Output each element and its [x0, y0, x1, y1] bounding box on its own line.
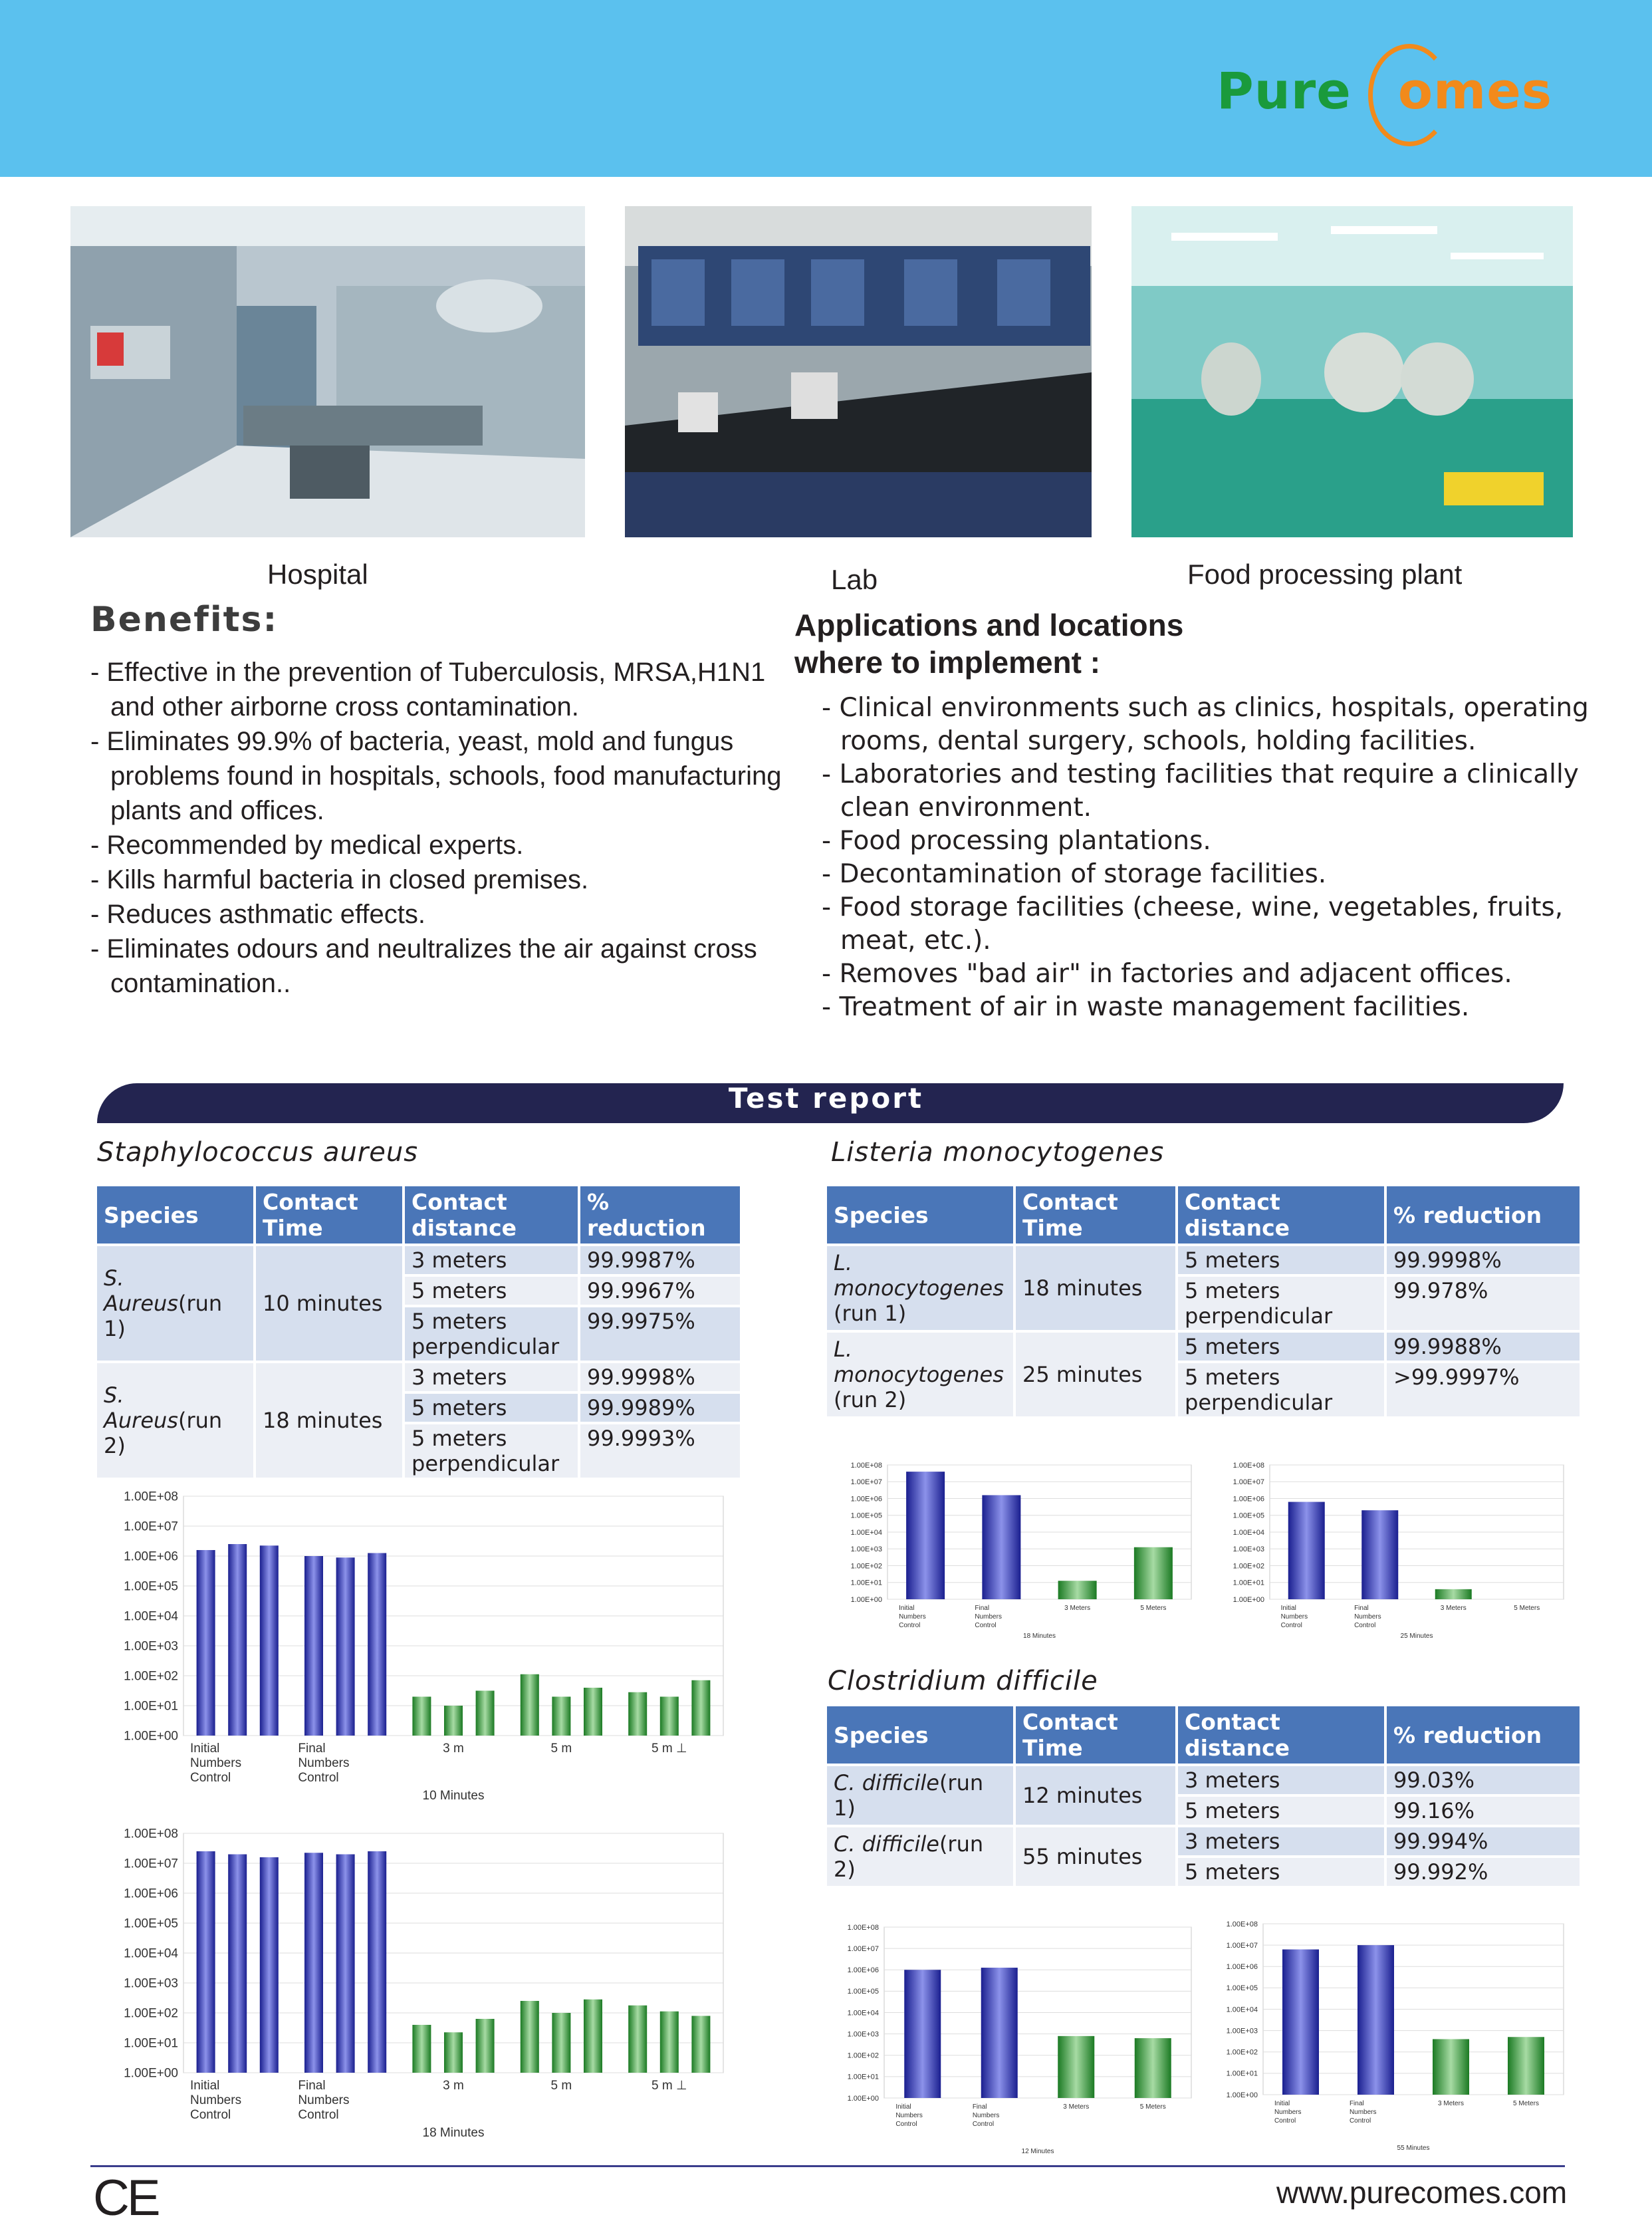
- chart-bar: [1135, 2038, 1171, 2098]
- application-item: - Clinical environments such as clinics, hospitals, operating rooms, dental surgery, schools, holding facilities.: [822, 693, 1589, 756]
- x-tick-label: Final: [972, 2103, 987, 2111]
- x-tick-label: 5 Meters: [1139, 2103, 1166, 2111]
- chart-bar: [476, 1691, 495, 1736]
- chart-bar: [412, 2025, 431, 2073]
- x-tick-label: Control: [1274, 2117, 1296, 2125]
- x-tick-label: 5 m: [550, 1742, 572, 1756]
- reduction-cell: 99.9967%: [580, 1277, 740, 1305]
- x-tick-label: Control: [972, 2121, 995, 2128]
- x-tick-label: 5 Meters: [1513, 2100, 1539, 2107]
- cdiff-chart-12-minutes: [824, 1922, 1197, 2161]
- distance-cell: 3 meters: [1178, 1827, 1384, 1855]
- x-tick-label: Numbers: [895, 2112, 923, 2119]
- contact-time-cell: 12 minutes: [1016, 1766, 1175, 1825]
- x-tick-label: Final: [298, 2079, 326, 2093]
- chart-bar: [260, 1857, 279, 2073]
- chart-bar: [982, 1495, 1020, 1599]
- chart-bar: [197, 1550, 215, 1736]
- reduction-cell: 99.9998%: [580, 1363, 740, 1391]
- chart-bar: [904, 1970, 941, 2098]
- y-tick-label: 1.00E+06: [124, 1549, 178, 1564]
- listeria-table: [824, 1184, 1582, 1419]
- chart-bar: [444, 2032, 463, 2073]
- col-species: Species: [827, 1706, 1013, 1764]
- y-tick-label: 1.00E+08: [1233, 1461, 1264, 1470]
- col-reduction: % reduction: [1387, 1706, 1580, 1764]
- x-tick-label: Control: [975, 1622, 997, 1629]
- x-tick-label: Final: [975, 1605, 990, 1612]
- y-tick-label: 1.00E+07: [1226, 1941, 1258, 1950]
- distance-cell: 5 meters perpendicular: [405, 1424, 578, 1478]
- chart-bar: [584, 1688, 602, 1736]
- reduction-cell: >99.9997%: [1387, 1363, 1580, 1416]
- y-tick-label: 1.00E+05: [850, 1511, 882, 1520]
- x-tick-label: Initial: [899, 1605, 915, 1612]
- chart-bar: [1282, 1950, 1319, 2095]
- species-run: (run 1): [834, 1301, 907, 1326]
- x-tick-label: Numbers: [972, 2112, 1000, 2119]
- y-tick-label: 1.00E+04: [847, 2009, 879, 2018]
- chart-bar: [1508, 2037, 1544, 2095]
- species-cell: [97, 1363, 253, 1478]
- reduction-cell: 99.03%: [1387, 1766, 1580, 1794]
- listeria-chart-25-minutes: [1210, 1460, 1569, 1646]
- purecomes-logo: [1217, 61, 1552, 120]
- cdiff-table: [824, 1704, 1582, 1889]
- x-tick-label: Numbers: [1354, 1613, 1381, 1621]
- col-reduction: % reduction: [580, 1186, 740, 1244]
- species-cell: [97, 1246, 253, 1361]
- chart-bar: [228, 1855, 247, 2073]
- chart-bar: [304, 1556, 323, 1736]
- table-row: [97, 1363, 740, 1391]
- x-tick-label: Numbers: [1274, 2109, 1302, 2116]
- chart-bar: [691, 2016, 710, 2073]
- x-tick-label: Control: [895, 2121, 917, 2128]
- benefit-item: - Eliminates 99.9% of bacteria, yeast, mold and fungus problems found in hospitals, schools, food manufacturing plants and offices.: [90, 727, 782, 825]
- y-tick-label: 1.00E+08: [124, 1827, 178, 1841]
- y-tick-label: 1.00E+05: [124, 1579, 178, 1594]
- staph-table: [94, 1184, 743, 1480]
- chart-bar: [1433, 2039, 1469, 2095]
- reduction-cell: 99.9993%: [580, 1424, 740, 1478]
- applications-list: [822, 692, 1593, 1024]
- species-cell: [827, 1766, 1013, 1825]
- distance-cell: 5 meters: [405, 1277, 578, 1305]
- table-row: [827, 1333, 1580, 1361]
- contact-time-cell: 18 minutes: [1016, 1246, 1175, 1330]
- y-tick-label: 1.00E+00: [124, 1729, 178, 1744]
- cdiff-title: Clostridium difficile: [828, 1666, 1098, 1696]
- table-row: [827, 1827, 1580, 1855]
- species-name: L. monocytogenes: [834, 1250, 1004, 1301]
- x-tick-label: Control: [1354, 1622, 1376, 1629]
- x-tick-label: Initial: [1274, 2100, 1290, 2107]
- species-name: C. difficile: [834, 1770, 939, 1795]
- chart-bar: [336, 1855, 355, 2073]
- benefits-list: [90, 655, 788, 1001]
- species-name: L. monocytogenes: [834, 1337, 1004, 1387]
- y-tick-label: 1.00E+02: [847, 2051, 879, 2060]
- chart-bar: [628, 1692, 647, 1736]
- y-tick-label: 1.00E+00: [124, 2066, 178, 2081]
- y-tick-label: 1.00E+02: [124, 1669, 178, 1684]
- y-tick-label: 1.00E+02: [124, 2006, 178, 2021]
- y-tick-label: 1.00E+03: [1226, 2027, 1258, 2035]
- reduction-cell: 99.9987%: [580, 1246, 740, 1274]
- chart-bar: [1134, 1547, 1173, 1599]
- y-tick-label: 1.00E+03: [124, 1639, 178, 1654]
- y-tick-label: 1.00E+08: [124, 1490, 178, 1504]
- ce-mark: CE: [93, 2170, 158, 2226]
- contact-time-cell: 25 minutes: [1016, 1333, 1175, 1416]
- distance-cell: 5 meters: [1178, 1333, 1384, 1361]
- y-tick-label: 1.00E+01: [124, 2036, 178, 2051]
- y-tick-label: 1.00E+08: [850, 1461, 882, 1470]
- table-row: [827, 1246, 1580, 1274]
- x-tick-label: Numbers: [298, 2093, 350, 2107]
- chart-bar: [628, 2006, 647, 2073]
- chart-bar: [260, 1545, 279, 1736]
- y-tick-label: 1.00E+05: [1226, 1984, 1258, 1993]
- chart-bar: [691, 1680, 710, 1736]
- y-tick-label: 1.00E+03: [1233, 1545, 1264, 1554]
- chart-bar: [304, 1853, 323, 2073]
- application-item: - Removes "bad air" in factories and adjacent offices.: [822, 959, 1512, 989]
- y-tick-label: 1.00E+06: [124, 1887, 178, 1901]
- reduction-cell: 99.9975%: [580, 1307, 740, 1361]
- y-tick-label: 1.00E+03: [847, 2030, 879, 2039]
- y-tick-label: 1.00E+05: [1233, 1511, 1264, 1520]
- col-contact-time: Contact Time: [256, 1186, 402, 1244]
- col-contact-time: Contact Time: [1016, 1706, 1175, 1764]
- x-tick-label: Control: [1349, 2117, 1371, 2125]
- chart-bar: [584, 2000, 602, 2073]
- y-tick-label: 1.00E+04: [1233, 1528, 1264, 1537]
- reduction-cell: 99.9998%: [1387, 1246, 1580, 1274]
- y-tick-label: 1.00E+02: [1226, 2048, 1258, 2057]
- table-row: [827, 1766, 1580, 1794]
- x-axis-title: 18 Minutes: [1023, 1633, 1056, 1640]
- distance-cell: 3 meters: [1178, 1766, 1384, 1794]
- website-url[interactable]: www.purecomes.com: [1276, 2175, 1568, 2210]
- x-tick-label: 5 m ⊥: [651, 1742, 687, 1756]
- x-axis-title: 12 Minutes: [1021, 2148, 1054, 2155]
- reduction-cell: 99.9989%: [580, 1394, 740, 1422]
- chart-bar: [1058, 2036, 1094, 2098]
- x-tick-label: 3 Meters: [1440, 1605, 1467, 1612]
- y-tick-label: 1.00E+05: [847, 1988, 879, 1996]
- x-tick-label: Final: [1349, 2100, 1364, 2107]
- y-tick-label: 1.00E+02: [850, 1562, 882, 1571]
- reduction-cell: 99.978%: [1387, 1277, 1580, 1330]
- x-tick-label: Numbers: [298, 1756, 350, 1770]
- table-header-row: [827, 1186, 1580, 1244]
- y-tick-label: 1.00E+00: [1226, 2091, 1258, 2099]
- benefit-item: - Recommended by medical experts.: [90, 831, 524, 860]
- y-tick-label: 1.00E+07: [124, 1857, 178, 1871]
- x-tick-label: 5 m: [550, 2079, 572, 2093]
- chart-bar: [1288, 1502, 1325, 1599]
- species-cell: [827, 1333, 1013, 1416]
- table-header-row: [827, 1706, 1580, 1764]
- x-tick-label: 5 m ⊥: [651, 2079, 687, 2093]
- applications-heading-line1: Applications and locations: [794, 608, 1184, 642]
- distance-cell: 5 meters: [405, 1394, 578, 1422]
- y-tick-label: 1.00E+08: [1226, 1920, 1258, 1928]
- x-tick-label: Control: [190, 2108, 231, 2122]
- y-tick-label: 1.00E+07: [847, 1944, 879, 1953]
- species-run: (run 1): [104, 1291, 223, 1341]
- distance-cell: 3 meters: [405, 1363, 578, 1391]
- y-tick-label: 1.00E+01: [847, 2073, 879, 2081]
- chart-bar: [660, 2012, 679, 2073]
- x-axis-title: 25 Minutes: [1400, 1633, 1433, 1640]
- table-row: [97, 1246, 740, 1274]
- species-name: S. Aureus: [104, 1382, 178, 1433]
- logo-text-comes: omes: [1397, 61, 1553, 120]
- col-contact-time: Contact Time: [1016, 1186, 1175, 1244]
- application-item: - Food storage facilities (cheese, wine, vegetables, fruits, meat, etc.).: [822, 892, 1564, 956]
- logo-swoosh-icon: [1368, 44, 1451, 146]
- y-tick-label: 1.00E+03: [850, 1545, 882, 1554]
- y-tick-label: 1.00E+05: [124, 1916, 178, 1931]
- caption-hospital: Hospital: [267, 559, 368, 590]
- cdiff-chart-55-minutes: [1203, 1918, 1569, 2158]
- x-tick-label: Numbers: [899, 1613, 926, 1621]
- chart-bar: [197, 1851, 215, 2073]
- application-item: - Laboratories and testing facilities that require a clinically clean environment.: [822, 759, 1579, 823]
- chart-bar: [906, 1472, 945, 1599]
- x-tick-label: Final: [1354, 1605, 1369, 1612]
- listeria-title: Listeria monocytogenes: [831, 1137, 1165, 1168]
- y-tick-label: 1.00E+06: [1226, 1963, 1258, 1972]
- chart-bar: [521, 1674, 539, 1736]
- species-run: (run 1): [834, 1770, 984, 1821]
- chart-bar: [521, 2001, 539, 2073]
- y-tick-label: 1.00E+00: [1233, 1595, 1264, 1604]
- footer-divider: [90, 2165, 1565, 2167]
- chart-bar: [368, 1553, 386, 1736]
- y-tick-label: 1.00E+06: [847, 1966, 879, 1975]
- contact-time-cell: 18 minutes: [256, 1363, 402, 1478]
- y-tick-label: 1.00E+02: [1233, 1562, 1264, 1571]
- benefit-item: - Kills harmful bacteria in closed premises.: [90, 865, 589, 894]
- contact-time-cell: 55 minutes: [1016, 1827, 1175, 1886]
- contact-time-cell: 10 minutes: [256, 1246, 402, 1361]
- chart-bar: [228, 1544, 247, 1736]
- x-tick-label: Numbers: [975, 1613, 1002, 1621]
- y-tick-label: 1.00E+01: [1233, 1579, 1264, 1587]
- reduction-cell: 99.994%: [1387, 1827, 1580, 1855]
- chart-bar: [444, 1706, 463, 1736]
- y-tick-label: 1.00E+08: [847, 1923, 879, 1932]
- species-run: (run 2): [104, 1408, 223, 1458]
- x-axis-title: 10 Minutes: [422, 1789, 485, 1803]
- listeria-chart-18-minutes: [824, 1460, 1197, 1646]
- y-tick-label: 1.00E+00: [850, 1595, 882, 1604]
- x-tick-label: 3 m: [443, 1742, 464, 1756]
- logo-text-pure: Pure: [1217, 61, 1352, 120]
- y-tick-label: 1.00E+04: [124, 1609, 178, 1624]
- benefit-item: - Eliminates odours and neultralizes the air against cross contamination..: [90, 934, 757, 998]
- y-tick-label: 1.00E+01: [124, 1699, 178, 1714]
- caption-food-plant: Food processing plant: [1187, 559, 1463, 590]
- reduction-cell: 99.992%: [1387, 1858, 1580, 1886]
- y-tick-label: 1.00E+01: [1226, 2069, 1258, 2078]
- species-name: S. Aureus: [104, 1265, 178, 1316]
- application-item: - Decontamination of storage facilities.: [822, 859, 1327, 889]
- species-cell: [827, 1246, 1013, 1330]
- applications-heading: [794, 606, 1183, 681]
- x-tick-label: Control: [1280, 1622, 1302, 1629]
- chart-bar: [476, 2019, 495, 2073]
- y-tick-label: 1.00E+06: [850, 1495, 882, 1504]
- x-axis-title: 55 Minutes: [1397, 2145, 1430, 2152]
- x-tick-label: 3 Meters: [1063, 2103, 1090, 2111]
- x-tick-label: Numbers: [1349, 2109, 1377, 2116]
- chart-bar: [368, 1851, 386, 2073]
- col-contact-distance: Contact distance: [1178, 1706, 1384, 1764]
- table-header-row: [97, 1186, 740, 1244]
- chart-bar: [1361, 1510, 1398, 1599]
- staph-chart-18-minutes: [90, 1825, 729, 2145]
- x-tick-label: Initial: [1280, 1605, 1296, 1612]
- col-contact-distance: Contact distance: [1178, 1186, 1384, 1244]
- reduction-cell: 99.9988%: [1387, 1333, 1580, 1361]
- x-tick-label: Numbers: [190, 2093, 242, 2107]
- distance-cell: 5 meters: [1178, 1246, 1384, 1274]
- x-tick-label: Control: [190, 1771, 231, 1785]
- x-tick-label: 5 Meters: [1140, 1605, 1167, 1612]
- y-tick-label: 1.00E+07: [1233, 1478, 1264, 1487]
- y-tick-label: 1.00E+06: [1233, 1495, 1264, 1504]
- hospital-photo: [70, 206, 585, 537]
- y-tick-label: 1.00E+01: [850, 1579, 882, 1587]
- application-item: - Treatment of air in waste management facilities.: [822, 992, 1470, 1022]
- chart-bar: [1435, 1589, 1472, 1599]
- x-tick-label: Control: [899, 1622, 921, 1629]
- col-species: Species: [97, 1186, 253, 1244]
- chart-bar: [1058, 1581, 1097, 1599]
- chart-bar: [336, 1557, 355, 1736]
- x-tick-label: Initial: [895, 2103, 911, 2111]
- species-cell: [827, 1827, 1013, 1886]
- distance-cell: 5 meters perpendicular: [1178, 1363, 1384, 1416]
- chart-bar: [412, 1697, 431, 1736]
- distance-cell: 5 meters perpendicular: [405, 1307, 578, 1361]
- x-axis-title: 18 Minutes: [422, 2126, 485, 2140]
- applications-heading-line2: where to implement :: [794, 645, 1101, 680]
- x-tick-label: Control: [298, 1771, 339, 1785]
- distance-cell: 5 meters perpendicular: [1178, 1277, 1384, 1330]
- y-tick-label: 1.00E+00: [847, 2094, 879, 2103]
- chart-bar: [1357, 1945, 1394, 2095]
- y-tick-label: 1.00E+04: [1226, 2006, 1258, 2014]
- chart-bar: [660, 1697, 679, 1736]
- food-plant-photo: [1131, 206, 1573, 537]
- benefits-heading: Benefits:: [90, 600, 279, 640]
- distance-cell: 5 meters: [1178, 1797, 1384, 1825]
- caption-lab: Lab: [831, 564, 878, 595]
- y-tick-label: 1.00E+07: [124, 1519, 178, 1534]
- test-report-title: Test report: [728, 1082, 924, 1114]
- benefit-item: - Effective in the prevention of Tuberculosis, MRSA,H1N1 and other airborne cross contamination.: [90, 658, 766, 721]
- chart-bar: [981, 1968, 1018, 2098]
- application-item: - Food processing plantations.: [822, 826, 1211, 856]
- x-tick-label: Numbers: [1280, 1613, 1308, 1621]
- x-tick-label: 3 Meters: [1438, 2100, 1464, 2107]
- col-species: Species: [827, 1186, 1013, 1244]
- x-tick-label: Numbers: [190, 1756, 242, 1770]
- species-name: C. difficile: [834, 1831, 939, 1857]
- y-tick-label: 1.00E+04: [124, 1946, 178, 1961]
- x-tick-label: 5 Meters: [1514, 1605, 1540, 1612]
- y-tick-label: 1.00E+03: [124, 1976, 178, 1991]
- lab-photo: [625, 206, 1092, 537]
- col-reduction: % reduction: [1387, 1186, 1580, 1244]
- species-run: (run 2): [834, 1387, 907, 1412]
- staph-chart-10-minutes: [90, 1488, 729, 1807]
- benefit-item: - Reduces asthmatic effects.: [90, 900, 425, 929]
- y-tick-label: 1.00E+04: [850, 1528, 882, 1537]
- species-run: (run 2): [834, 1831, 984, 1882]
- x-tick-label: 3 m: [443, 2079, 464, 2093]
- x-tick-label: Initial: [190, 2079, 220, 2093]
- distance-cell: 5 meters: [1178, 1858, 1384, 1886]
- x-tick-label: Final: [298, 1742, 326, 1756]
- chart-bar: [552, 2013, 570, 2073]
- distance-cell: 3 meters: [405, 1246, 578, 1274]
- x-tick-label: Initial: [190, 1742, 220, 1756]
- reduction-cell: 99.16%: [1387, 1797, 1580, 1825]
- chart-bar: [552, 1697, 570, 1736]
- x-tick-label: 3 Meters: [1064, 1605, 1091, 1612]
- y-tick-label: 1.00E+07: [850, 1478, 882, 1487]
- x-tick-label: Control: [298, 2108, 339, 2122]
- col-contact-distance: Contact distance: [405, 1186, 578, 1244]
- staph-title: Staphylococcus aureus: [97, 1137, 419, 1168]
